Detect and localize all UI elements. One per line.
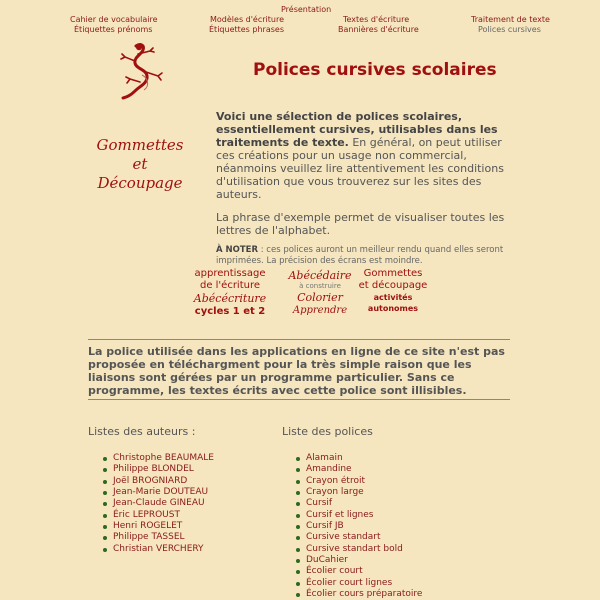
promo-gommettes-l1: Gommettes (363, 268, 423, 279)
font-item[interactable]: Cursive standart (296, 532, 422, 543)
nav-modeles-ecriture[interactable]: Modèles d'écriture (210, 15, 285, 24)
nav-cahier-vocabulaire[interactable]: Cahier de vocabulaire (70, 15, 158, 24)
promo-abecedaire-l4: Apprendre (292, 305, 348, 316)
font-item[interactable]: Écolier cours préparatoire (296, 589, 422, 600)
font-item[interactable]: Alamain (296, 453, 422, 464)
fonts-list (296, 453, 422, 600)
font-item[interactable]: Cursif JB (296, 521, 422, 532)
author-item[interactable]: Christian VERCHERY (103, 544, 214, 555)
note-label: À NOTER (216, 245, 259, 255)
nav-traitement-texte[interactable]: Traitement de texte (471, 15, 550, 24)
promo-gommettes-l2: et découpage (358, 280, 428, 291)
font-item[interactable]: Cursif et lignes (296, 510, 422, 521)
author-item[interactable]: Philippe BLONDEL (103, 464, 214, 475)
intro-text (216, 110, 522, 267)
side-logo-line1: Gommettes (96, 136, 184, 154)
promo-abecedaire-l2: à construire (299, 282, 341, 290)
promo-abecedaire[interactable] (283, 270, 357, 317)
author-item[interactable]: Jean-Marie DOUTEAU (103, 487, 214, 498)
author-item[interactable]: Joël BROGNIARD (103, 476, 214, 487)
author-item[interactable]: Christophe BEAUMALE (103, 453, 214, 464)
font-item[interactable]: Amandine (296, 464, 422, 475)
font-item[interactable]: Crayon large (296, 487, 422, 498)
nav-etiquettes-phrases[interactable]: Étiquettes phrases (209, 25, 284, 34)
author-item[interactable]: Jean-Claude GINEAU (103, 498, 214, 509)
nav-polices-cursives[interactable]: Polices cursives (478, 25, 541, 34)
promo-abecedaire-l1: Abécédaire (288, 269, 352, 282)
font-item[interactable]: DuCahier (296, 555, 422, 566)
intro-example-sentence: La phrase d'exemple permet de visualiser toutes les lettres de l'alphabet. (216, 211, 505, 237)
font-item[interactable]: Écolier court (296, 566, 422, 577)
author-item[interactable]: Henri ROGELET (103, 521, 214, 532)
promo-apprentissage-l2: de l'écriture (199, 280, 261, 291)
promo-gommettes-l3: activités (373, 293, 413, 302)
promo-apprentissage-l3: Abécécriture (193, 292, 267, 305)
intro-note (216, 245, 522, 267)
author-item[interactable]: Éric LEPROUST (103, 510, 214, 521)
font-item[interactable]: Crayon étroit (296, 476, 422, 487)
authors-list (103, 453, 214, 555)
gommettes-decoupage-logo[interactable] (95, 136, 185, 193)
intro-rest: En général, on peut utiliser ces créations pour un usage non commercial, néanmoins veuillez lire attentivement les conditions d'utilisation que vous trouverez sur les sites des auteurs. (216, 136, 504, 201)
salamander-logo-icon (120, 42, 164, 100)
nav-etiquettes-prenoms[interactable]: Étiquettes prénoms (74, 25, 153, 34)
divider-bottom (88, 399, 510, 400)
font-item[interactable]: Écolier court lignes (296, 578, 422, 589)
intro-bold: Voici une sélection de polices scolaires, essentiellement cursives, utilisables dans les traitements de texte. (216, 110, 498, 149)
promo-gommettes-l4: autonomes (367, 304, 419, 313)
authors-title: Listes des auteurs : (88, 425, 196, 438)
promo-abecedaire-l3: Colorier (297, 291, 343, 304)
side-logo-line2: et (132, 155, 148, 173)
divider-top (88, 339, 510, 340)
font-item[interactable]: Cursive standart bold (296, 544, 422, 555)
font-item[interactable]: Cursif (296, 498, 422, 509)
promo-apprentissage-l4: cycles 1 et 2 (194, 306, 266, 317)
intro-paragraph (216, 110, 522, 201)
promo-apprentissage-l1: apprentissage (194, 268, 266, 279)
page-title: Polices cursives scolaires (253, 60, 497, 80)
nav-textes-ecriture[interactable]: Textes d'écriture (343, 15, 410, 24)
author-item[interactable]: Philippe TASSEL (103, 532, 214, 543)
promo-gommettes[interactable] (355, 268, 431, 314)
nav-bannieres-ecriture[interactable]: Bannières d'écriture (338, 25, 419, 34)
nav-presentation[interactable]: Présentation (281, 5, 332, 14)
fonts-title: Liste des polices (282, 425, 373, 438)
side-logo-line3: Découpage (97, 174, 183, 192)
font-warning-text: La police utilisée dans les applications en ligne de ce site n'est pas proposée en téléchargment pour la très simple raison que les liaisons sont gérées par un programme particulier. Sans ce programme, les textes écrits avec cette police sont illisibles. (88, 345, 505, 397)
note-text: : ces polices auront un meilleur rendu quand elles seront imprimées. La précision des écrans est moindre. (216, 245, 504, 266)
promo-apprentissage[interactable] (190, 268, 270, 318)
